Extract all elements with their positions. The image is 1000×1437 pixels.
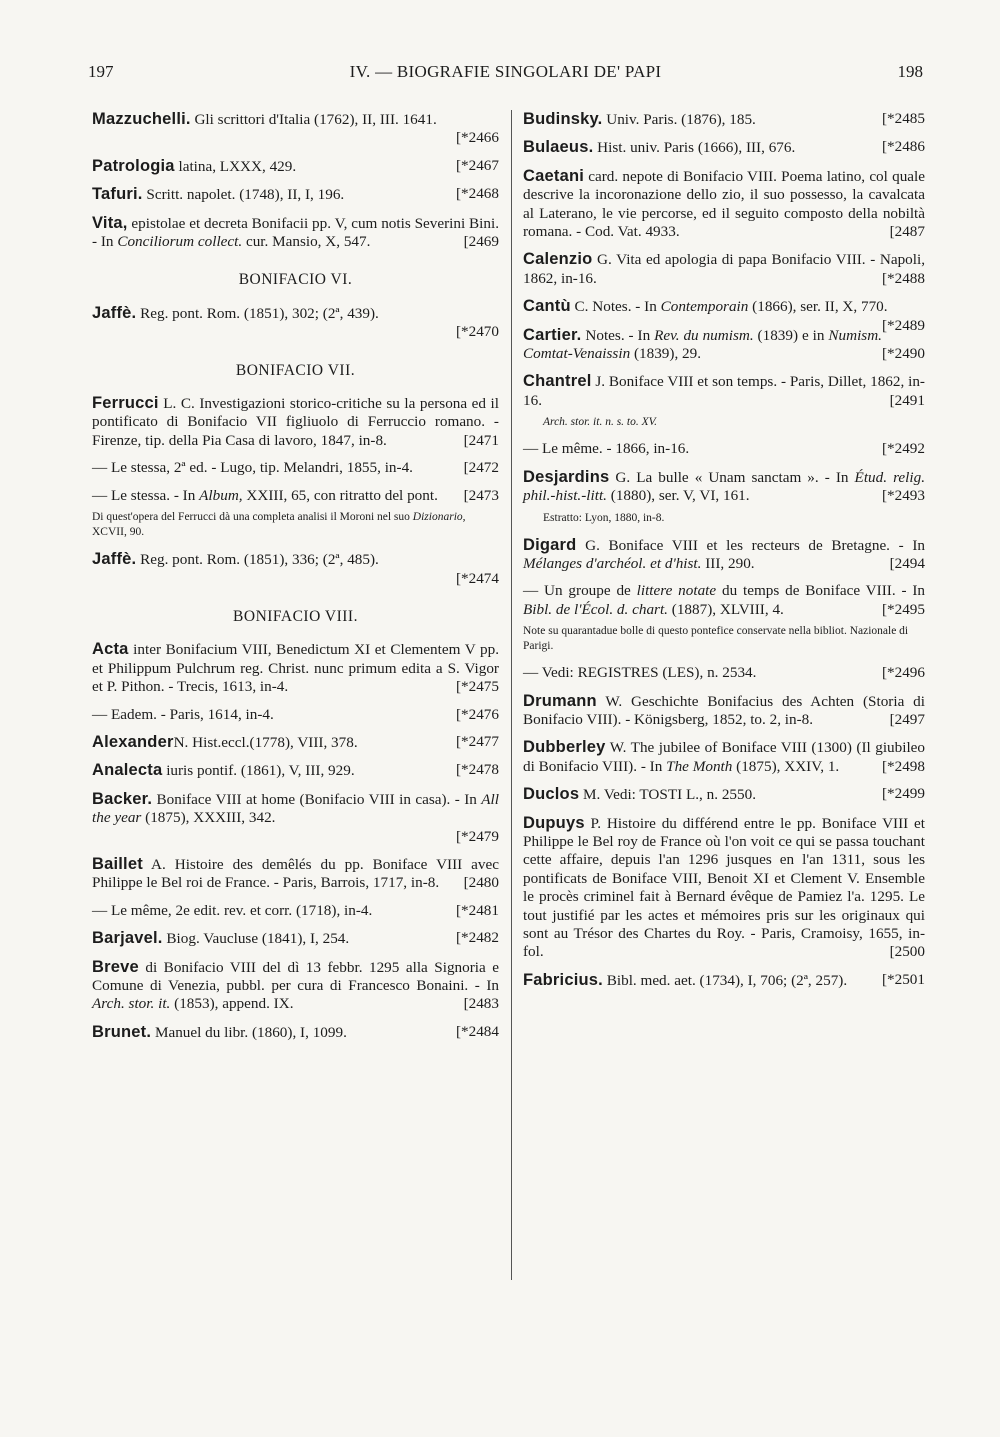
entry-italic-title: Mélanges d'archéol. et d'hist.	[523, 554, 702, 572]
entry-text: Reg. pont. Rom. (1851), 336; (2ª, 485).	[136, 551, 379, 569]
entry-text: G. Boniface VIII et les recteurs de Bretagne. - In	[576, 536, 925, 554]
entry-text: (1853), append. IX.	[170, 995, 294, 1013]
right-column	[523, 110, 925, 999]
section-heading-bonifacio-vi: BONIFACIO VI.	[238, 271, 353, 289]
entry-heading: Jaffè.	[92, 303, 137, 322]
running-title: IV. — BIOGRAFIE SINGOLARI DE' PAPI	[349, 62, 662, 81]
entry-text: di Bonifacio VIII del dì 13 febbr. 1295 alla Signoria e Comune di Venezia, pubbl. per cura di Francesco Bonaini. - In	[92, 958, 499, 994]
entry-italic-title: Conciliorum collect.	[117, 233, 243, 251]
entry-chantrel	[523, 372, 925, 410]
entry-acta	[92, 640, 499, 696]
entry-italic-title: All the year	[92, 790, 499, 827]
entry-heading: Mazzuchelli.	[92, 110, 191, 128]
entry-ferrucci	[92, 394, 499, 450]
entry-text: epistolae et decreta Bonifacii pp. V, cum notis Severini Bini. - In	[92, 214, 499, 251]
entry-cantu	[523, 297, 925, 334]
entry-text: du temps de Boniface VIII. - In	[716, 582, 925, 600]
entry-text: cur. Mansio, X, 547.	[242, 233, 371, 251]
entry-number: [*2484	[455, 1022, 499, 1040]
note-text: Di quest'opera del Ferrucci dà una completa analisi il Moroni nel suo	[92, 511, 413, 524]
entry-desjardins	[523, 468, 925, 506]
entry-text: (1866), ser. II, X, 770.	[748, 298, 888, 316]
entry-number: [2473	[463, 486, 499, 504]
entry-alexander	[92, 733, 499, 752]
entry-text: Bibl. med. aet. (1734), I, 706; (2ª, 257).	[602, 971, 848, 989]
entry-number: [*2478	[455, 761, 499, 779]
entry-ferrucci-3	[92, 487, 499, 505]
entry-tafuri	[92, 185, 499, 204]
section-heading-bonifacio-viii: BONIFACIO VIII.	[233, 607, 358, 625]
entry-backer	[92, 790, 499, 846]
entry-text: latina, LXXX, 429.	[174, 157, 297, 175]
entry-text: Notes. - In	[581, 326, 655, 344]
section-heading-bonifacio-vii: BONIFACIO VII.	[235, 361, 356, 379]
entry-mazzuchelli	[92, 110, 499, 148]
entry-number: [2494	[889, 554, 925, 572]
entry-text: Manuel du libr. (1860), I, 1099.	[151, 1023, 347, 1041]
entry-heading: Tafuri.	[92, 185, 143, 204]
entry-text: N. Hist.eccl.(1778), VIII, 378.	[173, 733, 358, 751]
entry-text: (1887), XLVIII, 4.	[667, 600, 784, 618]
entry-text: XXIII, 65, con ritratto del pont.	[242, 486, 438, 504]
entry-italic-title: The Month	[666, 757, 733, 775]
entry-heading: Drumann	[523, 691, 597, 710]
entry-italic-title: Étud. relig. phil.-hist.-litt.	[523, 468, 925, 505]
entry-heading: Fabricius.	[523, 970, 603, 989]
entry-text: inter Bonifacium VIII, Benedictum XI et Clementem V pp. et Philippum Pulchrum reg. Christ. nunc primum edita a S. Vigor et P. Pithon. - Trecis, 1613, in-4.	[92, 641, 499, 696]
entry-heading: Acta	[92, 640, 129, 659]
entry-number: [*2479	[455, 827, 499, 845]
entry-number: [2471	[463, 431, 499, 449]
note-italic: Dizionario,	[412, 511, 466, 524]
entry-text: Reg. pont. Rom. (1851), 302; (2ª, 439).	[136, 304, 379, 322]
entry-text: Gli scrittori d'Italia (1762), II, III. 1641.	[190, 111, 437, 128]
entry-heading: Analecta	[92, 761, 163, 780]
entry-text: — Vedi: REGISTRES (LES), n. 2534.	[523, 664, 757, 682]
entry-dubberley	[523, 738, 925, 776]
entry-number: [*2488	[881, 269, 925, 287]
entry-heading: Dubberley	[523, 738, 606, 757]
entry-text: Boniface VIII at home (Bonifacio VIII in casa). - In	[152, 790, 482, 808]
entry-italic-title: Album,	[199, 486, 243, 504]
entry-italic-title: Arch. stor. it.	[92, 995, 171, 1013]
entry-number: [*2501	[881, 970, 925, 988]
entry-heading: Vita,	[92, 213, 128, 232]
entry-calenzio	[523, 250, 925, 288]
entry-heading: Breve	[92, 957, 139, 976]
entry-acta-2	[92, 706, 499, 724]
entry-number: [2469	[463, 233, 499, 251]
entry-heading: Chantrel	[523, 372, 592, 391]
entry-heading: Duclos	[523, 785, 580, 804]
entry-number: [*2498	[881, 757, 925, 775]
entry-digard-2	[523, 582, 925, 619]
entry-note: Arch. stor. it. n. s. to. XV.	[543, 416, 658, 429]
entry-text: (1839), 29.	[630, 345, 702, 363]
entry-note: Note su quarantadue bolle di questo pontefice conservate nella bibliot. Nazionale di Parigi.	[523, 625, 909, 653]
entry-heading: Desjardins	[523, 467, 610, 486]
entry-note	[92, 510, 499, 540]
entry-text: G. Vita ed apologia di papa Bonifacio VIII. - Napoli, 1862, in-16.	[523, 251, 925, 287]
entry-italic-title: littere notate	[636, 582, 717, 600]
entry-heading: Backer.	[92, 789, 153, 808]
entry-heading: Budinsky.	[523, 110, 603, 128]
entry-heading: Ferrucci	[92, 394, 159, 413]
entry-text: A. Histoire des demêlés du pp. Boniface VIII avec Philippe le Bel roi de France. - Paris, Barrois, 1717, in-8.	[92, 855, 499, 892]
entry-barjavel	[92, 929, 499, 948]
entry-baillet-2	[92, 902, 499, 920]
entry-dupuys	[523, 814, 925, 962]
entry-number: [*2477	[455, 732, 499, 750]
entry-fabricius	[523, 971, 925, 990]
entry-number: [*2495	[881, 600, 925, 618]
entry-number: [*2470	[455, 323, 499, 341]
entry-heading: Digard	[523, 535, 577, 554]
entry-text: (1880), ser. V, VI, 161.	[606, 487, 750, 505]
entry-number: [*2486	[881, 138, 925, 156]
entry-text: — Un groupe de	[523, 582, 637, 600]
column-divider	[511, 110, 512, 1280]
entry-text: C. Notes. - In	[570, 298, 661, 316]
entry-jaffe-vi	[92, 304, 499, 342]
entry-number: [*2499	[881, 785, 925, 803]
entry-text: — Eadem. - Paris, 1614, in-4.	[92, 705, 274, 723]
entry-number: [2480	[463, 874, 499, 892]
entry-duclos	[523, 785, 925, 804]
entry-text: — Le stessa, 2ª ed. - Lugo, tip. Melandri, 1855, in-4.	[92, 459, 413, 477]
entry-number: [2483	[463, 995, 499, 1013]
entry-number: [*2476	[455, 705, 499, 723]
entry-number: [2472	[463, 459, 499, 477]
entry-heading: Cantù	[523, 297, 571, 316]
entry-breve	[92, 958, 499, 1014]
entry-analecta	[92, 761, 499, 780]
entry-text: W. Geschichte Bonifacius des Achten (Storia di Bonifacio VIII). - Königsberg, 1852, to. 2, in-8.	[523, 692, 925, 728]
entry-jaffe-vii	[92, 550, 499, 588]
entry-cartier	[523, 326, 925, 364]
entry-number: [*2489	[881, 316, 925, 334]
entry-number: [2497	[889, 710, 925, 728]
entry-heading: Cartier.	[523, 325, 582, 344]
left-column	[92, 110, 499, 1051]
entry-text: Biog. Vaucluse (1841), I, 254.	[162, 930, 350, 948]
entry-number: [*2466	[455, 129, 499, 147]
entry-italic-title: Bibl. de l'Écol. d. chart.	[523, 600, 668, 618]
entry-text: — Le même. - 1866, in-16.	[523, 440, 690, 458]
entry-number: [*2467	[455, 156, 499, 174]
entry-chantrel-2	[523, 440, 925, 458]
entry-number: [2491	[889, 391, 925, 409]
entry-text: L. C. Investigazioni storico-critiche su la persona ed il pontificato di Bonifacio VII figliuolo di Ferruccio romano. - Firenze, tip. della Pia Casa di lavoro, 1847, in-8.	[92, 395, 499, 449]
entry-text: W. The jubilee of Boniface VIII (1300) (Il giubileo di Bonifacio VIII). - In	[523, 739, 925, 775]
entry-digard	[523, 536, 925, 574]
entry-budinsky	[523, 110, 925, 129]
entry-text: J. Boniface VIII et son temps. - Paris, Dillet, 1862, in-16.	[523, 373, 925, 409]
entry-italic-title: Rev. du numism.	[654, 326, 754, 344]
entry-heading: Calenzio	[523, 250, 593, 269]
entry-drumann	[523, 692, 925, 730]
entry-text: Scritt. napolet. (1748), II, I, 196.	[142, 186, 345, 204]
entry-text: (1839) e in	[753, 326, 829, 344]
entry-number: [*2496	[881, 664, 925, 682]
note-text: XCVII, 90.	[92, 526, 145, 539]
entry-note: Estratto: Lyon, 1880, in-8.	[543, 511, 665, 524]
entry-text: — Le stessa. - In	[92, 486, 200, 504]
left-page-number: 197	[88, 62, 114, 81]
entry-text: iuris pontif. (1861), V, III, 929.	[162, 762, 355, 780]
entry-number: [*2474	[455, 569, 499, 587]
entry-vedi-registres	[523, 664, 925, 682]
entry-italic-title: Numism. Comtat-Venaissin	[523, 326, 882, 363]
entry-italic-title: Contemporain	[660, 298, 749, 316]
right-page-number: 198	[897, 62, 923, 81]
entry-number: [*2475	[455, 678, 499, 696]
entry-number: [2500	[889, 943, 925, 961]
entry-number: [*2492	[881, 440, 925, 458]
entry-number: [*2468	[455, 185, 499, 203]
entry-caetani	[523, 167, 925, 242]
entry-number: [*2481	[455, 901, 499, 919]
entry-number: [*2493	[881, 487, 925, 505]
entry-patrologia	[92, 157, 499, 176]
entry-text: — Le même, 2e edit. rev. et corr. (1718), in-4.	[92, 901, 373, 919]
entry-number: [*2482	[455, 929, 499, 947]
entry-text: Hist. univ. Paris (1666), III, 676.	[593, 139, 796, 157]
entry-heading: Barjavel.	[92, 929, 163, 948]
entry-text: card. nepote di Bonifacio VIII. Poema latino, col quale descrive la incoronazione dello zio, il suo possesso, la cavalcata al Laterano, le vie percorse, ed il seguito composto della nobiltà romana. - Cod. Vat. 4933.	[523, 167, 925, 241]
entry-baillet	[92, 855, 499, 893]
entry-ferrucci-2	[92, 459, 499, 477]
entry-number: [2487	[889, 223, 925, 241]
entry-heading: Jaffè.	[92, 550, 137, 569]
entry-vita	[92, 214, 499, 252]
entry-brunet	[92, 1023, 499, 1042]
entry-text: Univ. Paris. (1876), 185.	[602, 111, 756, 128]
entry-number: [*2485	[881, 110, 925, 127]
entry-heading: Brunet.	[92, 1022, 152, 1041]
page-header	[88, 62, 923, 86]
entry-text: III, 290.	[701, 554, 755, 572]
entry-heading: Alexander	[92, 732, 174, 751]
entry-text: P. Histoire du différend entre le pp. Boniface VIII et Philippe le Bel roy de France où l'on voit ce qui se passa touchant cette affaire, depuis l'an 1296 jusques en l'an 1311, sous les pontificats de Boniface VIII, Benoit XI et Clement V. Ensemble le procès criminel fait à Bernard évêque de Pamiez l'a. 1295. Le tout justifié par les actes et mémoires pris sur les originaux qui sont au Trésor des Chartes du Roy. - Paris, Cramoisy, 1655, in-fol.	[523, 814, 925, 961]
entry-bulaeus	[523, 138, 925, 157]
entry-text: G. La bulle « Unam sanctam ». - In	[609, 468, 855, 486]
entry-text: M. Vedi: TOSTI L., n. 2550.	[579, 786, 756, 804]
entry-number: [*2490	[881, 345, 925, 363]
entry-heading: Baillet	[92, 854, 143, 873]
entry-heading: Dupuys	[523, 813, 585, 832]
entry-heading: Caetani	[523, 166, 585, 185]
entry-text: (1875), XXXIII, 342.	[141, 809, 276, 827]
entry-text: (1875), XXIV, 1.	[732, 757, 840, 775]
entry-heading: Bulaeus.	[523, 138, 594, 157]
entry-heading: Patrologia	[92, 156, 175, 175]
